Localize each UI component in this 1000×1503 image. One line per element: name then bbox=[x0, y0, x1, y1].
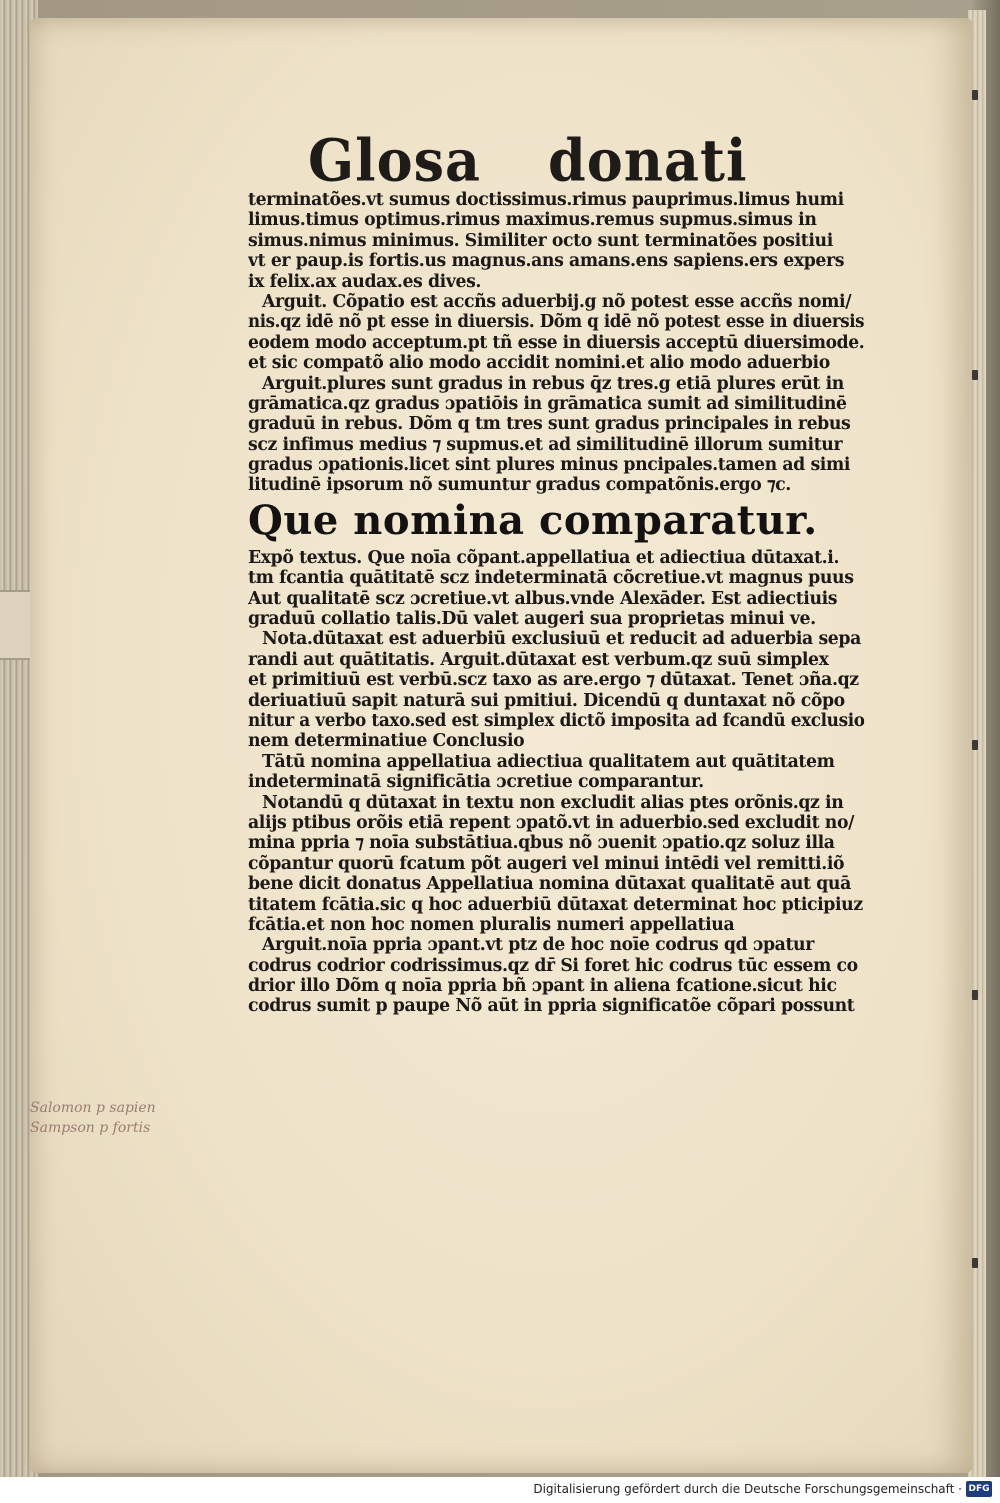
text-line: cõpantur quorū fcatum põt augeri vel minui intēdi vel remitti.iõ bbox=[248, 853, 845, 874]
text-line: ix felix.ax audax.es dives. bbox=[248, 271, 482, 292]
title-left: Glosa bbox=[308, 125, 482, 195]
text-line: nem determinatiue Conclusio bbox=[248, 731, 525, 752]
clip-mark bbox=[972, 1258, 978, 1268]
text-line: gradus ɔpationis.licet sint plures minus pncipales.tamen ad simi bbox=[248, 455, 851, 476]
footer-bar bbox=[0, 1477, 1000, 1503]
text-line: nis.qz idē nõ pt esse in diuersis. Dõm q idē nõ potest esse in diuersis bbox=[248, 312, 864, 333]
text-line: fcātia.et non hoc nomen pluralis numeri appellatiua bbox=[248, 914, 735, 935]
gutter-clips bbox=[972, 90, 978, 1270]
clip-mark bbox=[972, 370, 978, 380]
title-right: donati bbox=[548, 125, 748, 195]
clip-mark bbox=[972, 740, 978, 750]
margin-note-line: Sampson p fortis bbox=[30, 1120, 151, 1136]
text-line: codrus codrior codrissimus.qz dr̄ Si foret hic codrus tūc essem co bbox=[248, 955, 858, 976]
section-heading: Que nomina comparatur. bbox=[248, 496, 818, 544]
text-line: terminatões.vt sumus doctissimus.rimus pauprimus.limus humi bbox=[248, 190, 844, 210]
text-line: Arguit.plures sunt gradus in rebus q̄z tres.g etiā plures erūt in bbox=[262, 373, 844, 394]
text-line: Tātū nomina appellatiua adiectiua qualitatem aut quātitatem bbox=[262, 751, 835, 772]
clip-mark bbox=[972, 990, 978, 1000]
text-line: scz infimus medius ⁊ supmus.et ad similitudinē illorum sumitur bbox=[248, 434, 843, 455]
text-line: graduū collatio talis.Dū valet augeri sua proprietas minui ve. bbox=[248, 609, 816, 630]
text-line: bene dicit donatus Appellatiua nomina dūtaxat qualitatē aut quā bbox=[248, 874, 851, 895]
text-line: vt er paup.is fortis.us magnus.ans amans.ens sapiens.ers expers bbox=[248, 251, 845, 272]
text-column bbox=[248, 190, 864, 1017]
margin-note-line: Salomon p sapien bbox=[30, 1100, 156, 1116]
dfg-logo: DFG bbox=[966, 1481, 992, 1497]
text-line: litudinē ipsorum nõ sumuntur gradus compatõnis.ergo ⁊c. bbox=[248, 475, 791, 496]
text-line: tm fcantia quātitatē scz indeterminatā cõcretiue.vt magnus puus bbox=[248, 568, 854, 589]
text-line: nitur a verbo taxo.sed est simplex dictõ imposita ad fcandū exclusio bbox=[248, 710, 865, 731]
text-line: indeterminatā significātia ɔcretiue comparantur. bbox=[248, 772, 704, 793]
text-line: titatem fcātia.sic q hoc aduerbiū dūtaxat determinat hoc pticipiuz bbox=[248, 894, 863, 915]
text-line: drior illo Dõm q noīa ppria bñ ɔpant in aliena fcatione.sicut hic bbox=[248, 976, 837, 997]
text-line: graduū in rebus. Dõm q tm tres sunt gradus principales in rebus bbox=[248, 414, 851, 435]
text-line: codrus sumit p paupe Nõ aūt in ppria significatõe cõpari possunt bbox=[248, 996, 855, 1017]
text-line: Aut qualitatē scz ɔcretiue.vt albus.vnde Alexāder. Est adiectiuis bbox=[248, 588, 838, 609]
text-line: simus.nimus minimus. Similiter octo sunt terminatões positiui bbox=[248, 230, 833, 251]
funding-credit: Digitalisierung gefördert durch die Deutsche Forschungsgemeinschaft · bbox=[533, 1482, 962, 1496]
text-line: Notandū q dūtaxat in textu non excludit alias ptes orõnis.qz in bbox=[262, 792, 844, 813]
text-line: Expõ textus. Que noīa cõpant.appellatiua et adiectiua dūtaxat.i. bbox=[248, 547, 840, 568]
text-line: deriuatiuū sapit naturā sui pmitiui. Dicendū q duntaxat nõ cõpo bbox=[248, 690, 845, 711]
text-line: eodem modo acceptum.pt tñ esse in diuersis acceptū diuersimode. bbox=[248, 332, 865, 353]
text-line: Nota.dūtaxat est aduerbiū exclusiuū et reducit ad aduerbia sepa bbox=[262, 629, 861, 650]
running-title bbox=[308, 125, 748, 198]
text-line: grāmatica.qz gradus ɔpatiōis in grāmatica sumit ad similitudinē bbox=[248, 393, 847, 414]
text-line: alijs ptibus orõis etiā repent ɔpatõ.vt in aduerbio.sed excludit no/ bbox=[248, 812, 854, 833]
text-line: randi aut quātitatis. Arguit.dūtaxat est verbum.qz suū simplex bbox=[248, 649, 829, 670]
clip-mark bbox=[972, 90, 978, 100]
text-line: et sic compatõ alio modo accidit nomini.et alio modo aduerbio bbox=[248, 353, 830, 374]
text-line: limus.timus optimus.rimus maximus.remus supmus.simus in bbox=[248, 210, 817, 231]
text-line: Arguit.noīa ppria ɔpant.vt ptz de hoc noīe codrus qd̄ ɔpatur bbox=[262, 935, 814, 956]
handwritten-margin-note bbox=[30, 1098, 220, 1138]
text-line: et primitiuū est verbū.scz taxo as are.ergo ⁊ dūtaxat. Tenet ɔña.qz bbox=[248, 670, 859, 691]
text-line: mina ppria ⁊ noīa substātiua.qbus nõ ɔuenit ɔpatio.qz soluz illa bbox=[248, 833, 835, 854]
text-line: Arguit. Cõpatio est accñs aduerbij.g nõ potest esse accñs nomi/ bbox=[262, 291, 852, 312]
